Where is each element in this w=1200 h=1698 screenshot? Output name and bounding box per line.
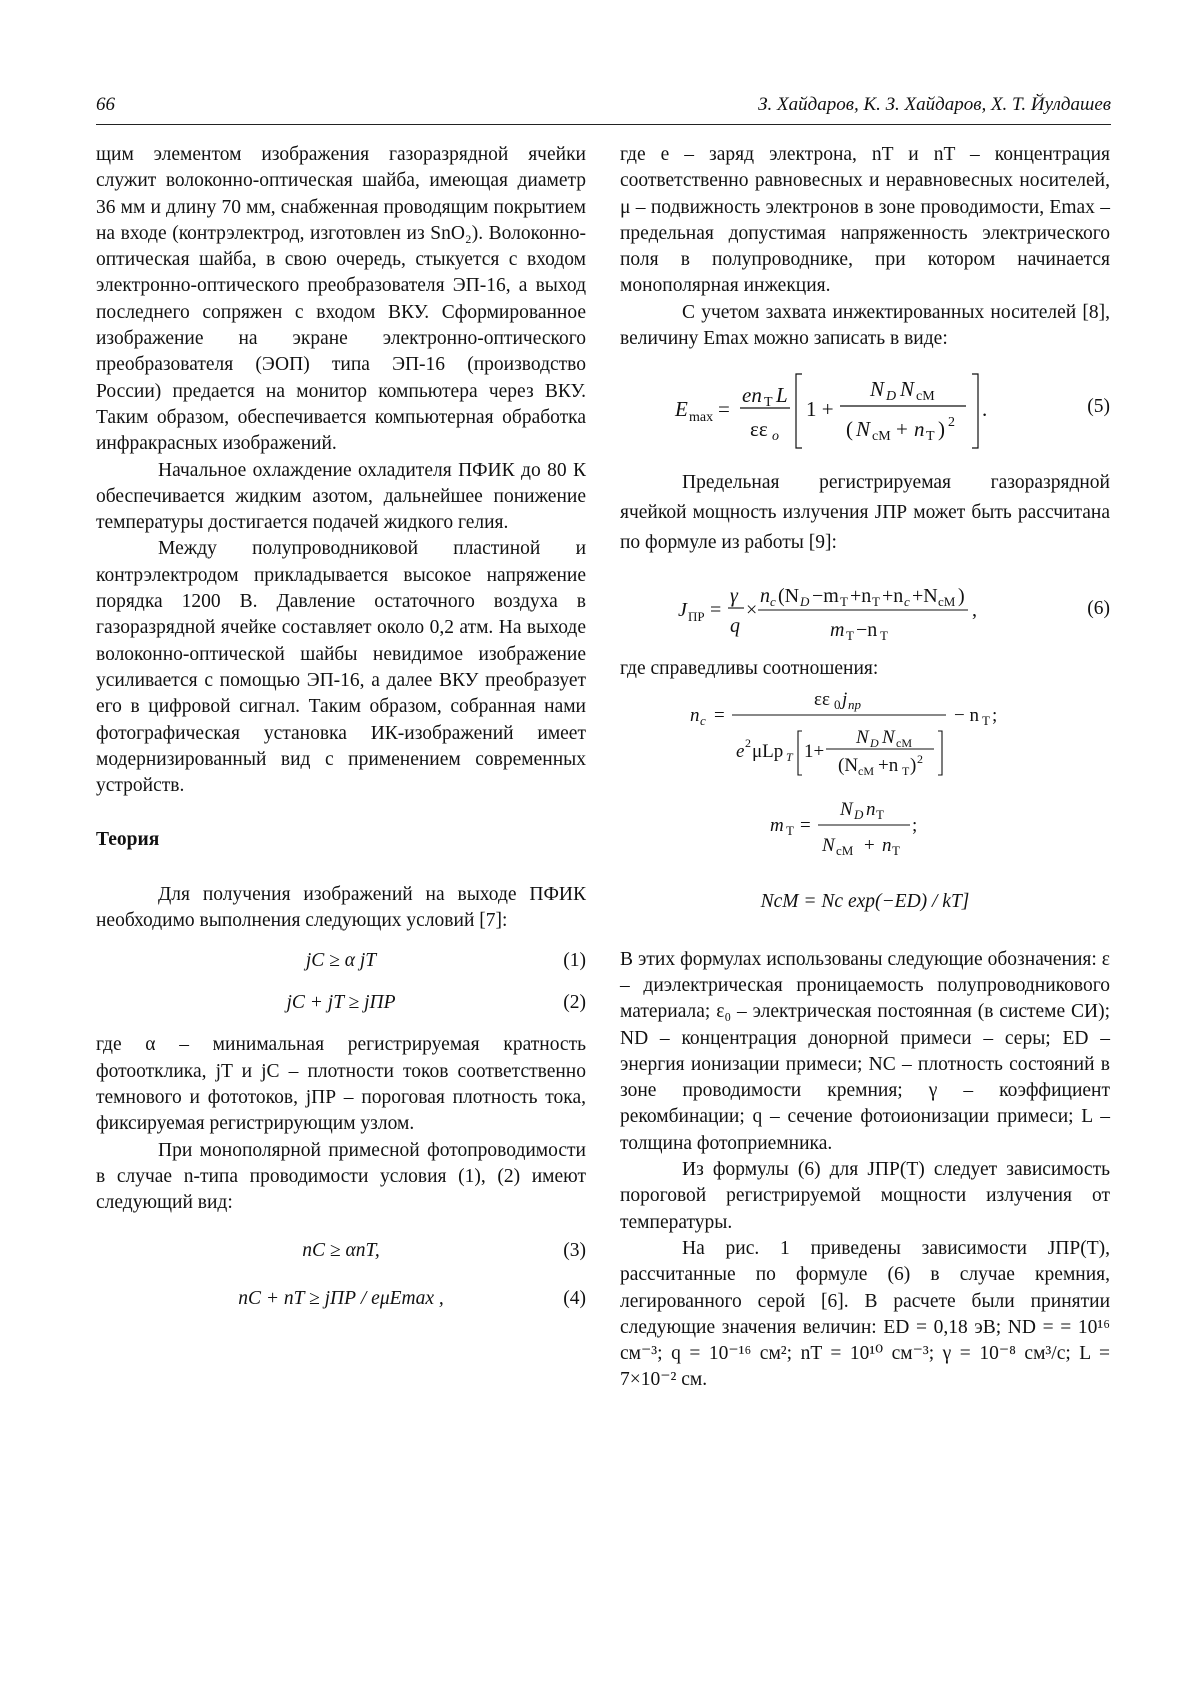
- svg-text:(: (: [846, 417, 853, 442]
- svg-text:T: T: [902, 763, 910, 778]
- svg-text:T: T: [840, 594, 848, 610]
- svg-text:− n: − n: [954, 704, 979, 726]
- svg-text:+n: +n: [878, 754, 899, 776]
- svg-text:;: ;: [992, 704, 998, 726]
- equation-2: [96, 990, 586, 1018]
- svg-text:cM: cM: [938, 594, 956, 610]
- svg-text:o: o: [772, 429, 779, 445]
- svg-text:,: ,: [972, 599, 977, 622]
- equation-5-number: (5): [1087, 396, 1110, 418]
- svg-text:T: T: [876, 806, 884, 822]
- svg-text:): ): [958, 585, 965, 608]
- svg-text:−m: −m: [812, 585, 839, 608]
- svg-text:np: np: [848, 696, 861, 712]
- svg-text:T: T: [892, 842, 900, 858]
- page-number: 66: [96, 94, 115, 115]
- svg-text:e: e: [736, 740, 745, 762]
- right-paragraph-4: где справедливы соотношения:: [620, 658, 879, 680]
- equation-1: [96, 948, 586, 976]
- svg-text:q: q: [730, 615, 740, 638]
- svg-text:T: T: [786, 749, 793, 764]
- svg-text:D: D: [886, 389, 897, 405]
- equation-8-formula: [620, 793, 1040, 863]
- equation-7: [620, 685, 1110, 781]
- svg-text:N: N: [870, 377, 885, 402]
- equation-3-number: (3): [563, 1240, 586, 1262]
- svg-text:N: N: [822, 834, 835, 856]
- equation-2-number: (2): [563, 992, 586, 1014]
- right-paragraph-5: В этих формулах использованы следующие обозначения: ε – диэлектрическая проницаемость полупроводникового материала; ε₀ – электрическая постоянная (в системе СИ); ND – концентрация донорной примеси – серы; ED – энергия ионизации примеси; NC – плотность состояний в зоне проводимости кремния; γ – коэффициент рекомбинации; q – сечение фотоионизации примеси; L – толщина фотоприемника.: [620, 948, 1110, 1154]
- svg-text:=: =: [718, 397, 730, 422]
- svg-text:N: N: [856, 726, 869, 748]
- svg-text:T: T: [764, 395, 773, 411]
- left-paragraph-2: Начальное охлаждение охладителя ПФИК до 80 К обеспечивается жидким азотом, дальнейшее понижение температуры достигается подачей жидкого гелия.: [96, 459, 586, 534]
- right-paragraph-3: Предельная регистрируемая газоразрядной ячейкой мощность излучения JПР может быть рассчитана по формуле из работы [9]:: [620, 472, 1110, 554]
- svg-text:n: n: [914, 417, 925, 442]
- equation-1-number: (1): [563, 950, 586, 972]
- equation-6: [620, 578, 1110, 644]
- equation-5-formula: [620, 364, 1040, 456]
- left-paragraph-1: щим элементом изображения газоразрядной ячейки служит волоконно-оптическая шайба, имеющая диаметр 36 мм и длину 70 мм, снабженная проводящим покрытием на входе (контрэлектрод, изготовлен из SnO₂). Волоконно-оптическая шайба, в свою очередь, стыкуется с входом электронно-оптического преобразователя ЭП-16, а выход последнего сопряжен с входом ВКУ. Сформированное изображение на экране электронно-оптического преобразователя (ЭОП) типа ЭП-16 (производство России) предается на монитор компьютера через ВКУ. Таким образом, обеспечивается компьютерная обработка инфракрасных изображений.: [96, 144, 586, 455]
- svg-text:.: .: [982, 397, 988, 422]
- svg-text:1 +: 1 +: [806, 397, 834, 422]
- svg-text:ПР: ПР: [688, 609, 705, 625]
- svg-text:c: c: [700, 712, 706, 728]
- svg-text:=: =: [800, 814, 811, 836]
- svg-text:n: n: [760, 585, 770, 608]
- page-header: [96, 92, 1111, 125]
- svg-text:×: ×: [746, 599, 758, 622]
- svg-text:εε: εε: [750, 417, 768, 442]
- svg-text:+: +: [864, 834, 875, 856]
- running-authors: З. Хайдаров, К. З. Хайдаров, Х. Т. Йулдашев: [758, 94, 1111, 115]
- svg-text:cM: cM: [836, 842, 854, 858]
- svg-text:D: D: [854, 806, 864, 822]
- svg-text:): ): [938, 417, 945, 442]
- left-paragraph-4: Для получения изображений на выходе ПФИК необходимо выполнения следующих условий [7]:: [96, 883, 586, 932]
- svg-text:en: en: [742, 383, 762, 408]
- svg-text:2: 2: [948, 415, 955, 431]
- left-column: [96, 142, 586, 1328]
- svg-text:+N: +N: [912, 585, 938, 608]
- svg-text:E: E: [675, 397, 688, 422]
- equation-3-body: nC ≥ αnT,: [302, 1240, 380, 1262]
- svg-text:;: ;: [912, 814, 918, 836]
- equation-5: [620, 364, 1110, 456]
- svg-text:n: n: [866, 798, 876, 820]
- svg-text:T: T: [846, 628, 854, 644]
- svg-text:J: J: [678, 599, 687, 622]
- svg-text:+n: +n: [850, 585, 872, 608]
- svg-text:2: 2: [917, 751, 923, 766]
- right-paragraph-7: На рис. 1 приведены зависимости JПР(T), рассчитанные по формуле (6) в случае кремния, легированного серой [6]. В расчете были принятии следующие значения величин: ED = 0,18 эВ; ND = = 10¹⁶ см⁻³; q = 10⁻¹⁶ см²; nT = 10¹⁰ см⁻³; γ = 10⁻⁸ см³/с; L = 7×10⁻² см.: [620, 1237, 1110, 1391]
- svg-text:cM: cM: [916, 389, 935, 405]
- right-column: [620, 142, 1110, 1394]
- section-heading-theory: Теория: [96, 829, 160, 851]
- svg-text:(N: (N: [778, 585, 800, 608]
- svg-text:cM: cM: [896, 735, 912, 750]
- equation-4: [96, 1286, 586, 1314]
- left-paragraph-3: Между полупроводниковой пластиной и контрэлектродом прикладывается высокое напряжение порядка 1200 В. Давление остаточного воздуха в газоразрядной ячейке составляет около 0,2 атм. На выходе волоконно-оптической шайбы невидимое изображение усиливается с помощью ЭП-16, а далее ВКУ преобразует его в цифровой сигнал. Таким образом, собранная нами фотографическая установка ИК-изображений имеет модернизированный вид с применением современных устройств.: [96, 538, 586, 797]
- svg-text:1+: 1+: [804, 740, 825, 762]
- right-paragraph-2: С учетом захвата инжектированных носителей [8], величину Emax можно записать в виде:: [620, 301, 1110, 350]
- svg-text:N: N: [882, 726, 895, 748]
- svg-text:cM: cM: [858, 763, 874, 778]
- svg-text:): ): [910, 754, 917, 776]
- svg-text:T: T: [880, 628, 888, 644]
- svg-text:γ: γ: [730, 585, 738, 608]
- equation-9-body: NсМ = Nc exp(−ED) / kT]: [760, 890, 970, 912]
- svg-text:T: T: [786, 822, 794, 838]
- svg-text:N: N: [840, 798, 853, 820]
- svg-text:j: j: [842, 688, 848, 710]
- svg-text:εε: εε: [814, 688, 830, 710]
- svg-text:2: 2: [745, 735, 751, 750]
- equation-2-body: jC + jT ≥ jПР: [286, 992, 396, 1014]
- svg-text:=: =: [710, 599, 722, 622]
- svg-text:c: c: [770, 594, 776, 610]
- equation-4-number: (4): [563, 1288, 586, 1310]
- equation-3: [96, 1238, 586, 1266]
- svg-text:n: n: [690, 704, 700, 726]
- svg-text:=: =: [714, 704, 725, 726]
- equation-7-formula: [620, 685, 1040, 781]
- equation-6-formula: [620, 578, 1040, 644]
- svg-text:T: T: [926, 429, 935, 445]
- svg-text:max: max: [689, 410, 714, 426]
- right-paragraph-1: где e – заряд электрона, nT и nT – концентрация соответственно равновесных и неравновесных носителей, μ – подвижность электронов в зоне проводимости, Emax – предельная допустимая напряженность электрического поля в полупроводнике, при котором начинается монополярная инжекция.: [620, 144, 1110, 297]
- equation-4-body: nC + nT ≥ jПР / eμEmax ,: [238, 1288, 444, 1310]
- svg-text:N: N: [900, 377, 915, 402]
- svg-text:(N: (N: [838, 754, 859, 776]
- svg-text:+: +: [896, 417, 908, 442]
- svg-text:L: L: [776, 383, 788, 408]
- equation-9: [620, 889, 1110, 917]
- left-paragraph-5: где α – минимальная регистрируемая кратность фотоотклика, jT и jC – плотности токов соответственно темнового и фототоков, jПР – пороговая плотность тока, фиксируемая регистрирующим узлом.: [96, 1034, 586, 1135]
- svg-text:m: m: [770, 814, 784, 836]
- svg-text:−n: −n: [856, 619, 878, 642]
- svg-text:T: T: [872, 594, 880, 610]
- svg-text:N: N: [856, 417, 871, 442]
- svg-text:+n: +n: [882, 585, 904, 608]
- svg-text:D: D: [870, 735, 879, 750]
- equation-6-number: (6): [1087, 598, 1110, 620]
- svg-text:D: D: [800, 594, 810, 610]
- svg-text:0: 0: [834, 696, 841, 712]
- svg-text:cM: cM: [872, 429, 891, 445]
- right-paragraph-6: Из формулы (6) для JПР(T) следует зависимость пороговой регистрируемой мощности излучения от температуры.: [620, 1159, 1110, 1233]
- svg-text:c: c: [904, 594, 910, 610]
- equation-8: [620, 793, 1110, 863]
- svg-text:m: m: [830, 619, 845, 642]
- svg-text:μLp: μLp: [752, 740, 784, 762]
- svg-text:n: n: [882, 834, 892, 856]
- svg-text:T: T: [982, 712, 990, 728]
- left-paragraph-6: При монополярной примесной фотопроводимости в случае n-типа проводимости условия (1), (2) имеют следующий вид:: [96, 1139, 586, 1214]
- equation-1-body: jC ≥ α jT: [305, 950, 377, 972]
